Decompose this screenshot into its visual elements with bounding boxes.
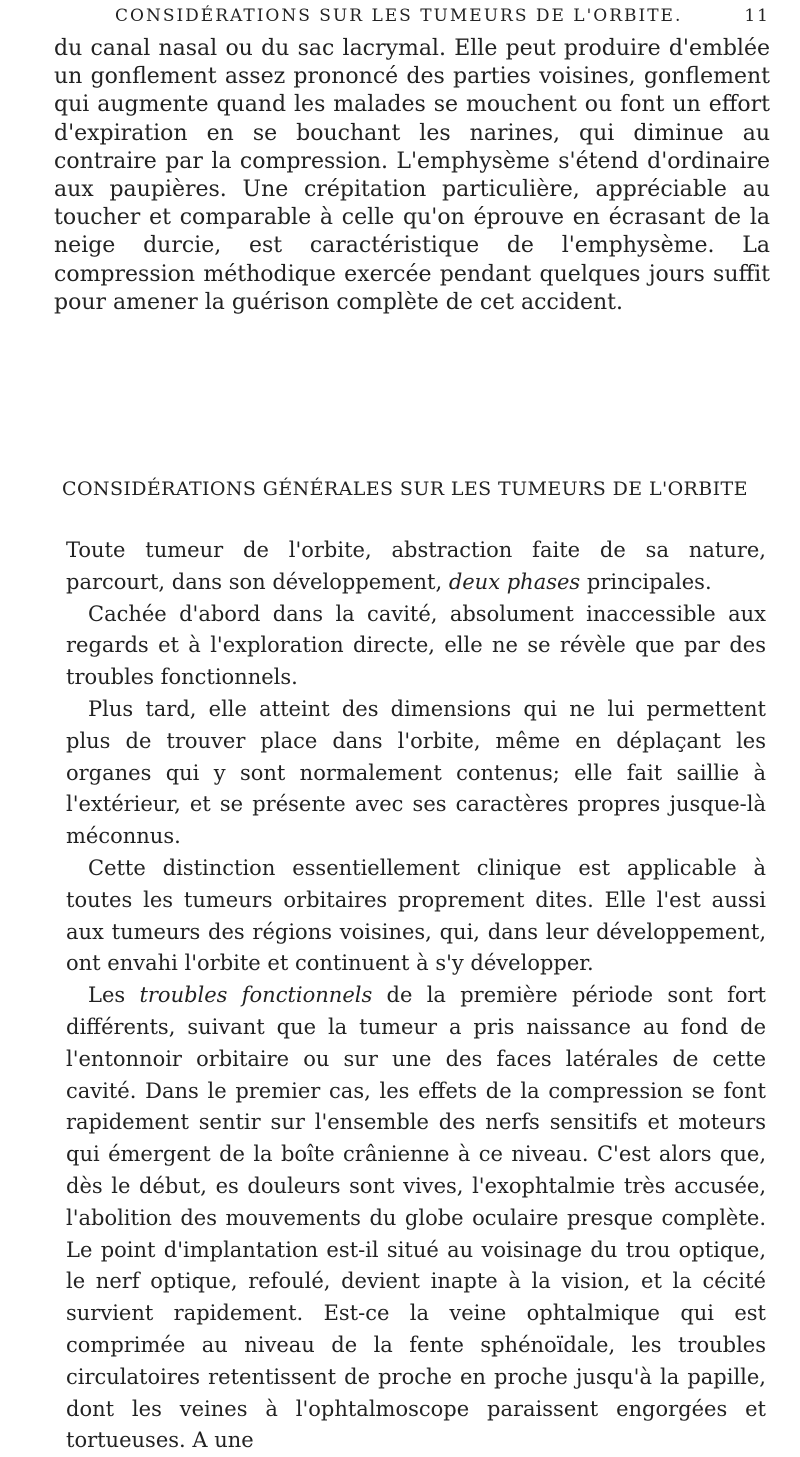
emphasis-deux-phases: deux phases — [448, 569, 581, 594]
emphasis-troubles-fonctionnels: troubles fonctionnels — [139, 983, 373, 1008]
paragraph-1 — [66, 535, 766, 599]
paragraph-4: Cette distinction essentiellement clinique est applicable à toutes les tumeurs orbitaires proprement dites. Elle l'est aussi aux tumeurs des régions voisines, qui, dans leur développement, ont envahi l'orbite et continuent à s'y développer. — [66, 855, 766, 976]
paragraph-5 — [66, 980, 766, 1457]
running-title: CONSIDÉRATIONS SUR LES TUMEURS DE L'ORBITE. — [115, 6, 683, 26]
page-number: 11 — [744, 6, 770, 26]
paragraph-5-start: Les — [88, 983, 140, 1008]
paragraph-2: Cachée d'abord dans la cavité, absolument inaccessible aux regards et à l'exploration directe, elle ne se révèle que par des troubles fonctionnels. — [66, 601, 766, 690]
paragraph-1-start: Toute tumeur de l'orbite, abstraction faite de sa nature, parcourt, dans son développement, — [66, 538, 766, 594]
paragraph-3: Plus tard, elle atteint des dimensions qui ne lui permettent plus de trouver place dans l'orbite, même en déplaçant les organes qui y sont normalement contenus; elle fait saillie à l'extérieur, et se présente avec ses caractères propres jusque-là méconnus. — [66, 696, 766, 849]
paragraph-1-end: principales. — [580, 569, 712, 594]
paragraph-continued: du canal nasal ou du sac lacrymal. Elle peut produire d'emblée un gonflement assez prononcé des parties voisines, gonflement qui augmente quand les malades se mouchent ou font un effort d'expiration en se bouchant les narines, qui diminue au contraire par la compression. L'emphysème s'étend d'ordinaire aux paupières. Une crépitation particulière, appréciable au toucher et comparable à celle qu'on éprouve en écrasant de la neige durcie, est caractéristique de l'emphysème. La compression méthodique exercée pendant quelques jours suffit pour amener la guérison complète de cet accident. — [54, 36, 770, 315]
section-body — [66, 535, 766, 1457]
paragraph-5-end: de la première période sont fort différents, suivant que la tumeur a pris naissance au fond de l'entonnoir orbitaire ou sur une des faces latérales de cette cavité. Dans le premier cas, les effets de la compression se font rapidement sentir sur l'ensemble des nerfs sensitifs et moteurs qui émergent de la boîte crânienne à ce niveau. C'est alors que, dès le début, es douleurs sont vives, l'exophtalmie très accusée, l'abolition des mouvements du globe oculaire presque complète. Le point d'implantation est-il situé au voisinage du trou optique, le nerf optique, refoulé, devient inapte à la vision, et la cécité survient rapidement. Est-ce la veine ophtalmique qui est comprimée au niveau de la fente sphénoïdale, les troubles circulatoires retentissent de proche en proche jusqu'à la papille, dont les veines à l'ophtalmoscope paraissent engorgées et tortueuses. A une — [66, 983, 766, 1453]
section-heading: CONSIDÉRATIONS GÉNÉRALES SUR LES TUMEURS DE L'ORBITE — [62, 478, 748, 500]
previous-section-text — [54, 35, 770, 317]
running-header — [115, 6, 770, 26]
